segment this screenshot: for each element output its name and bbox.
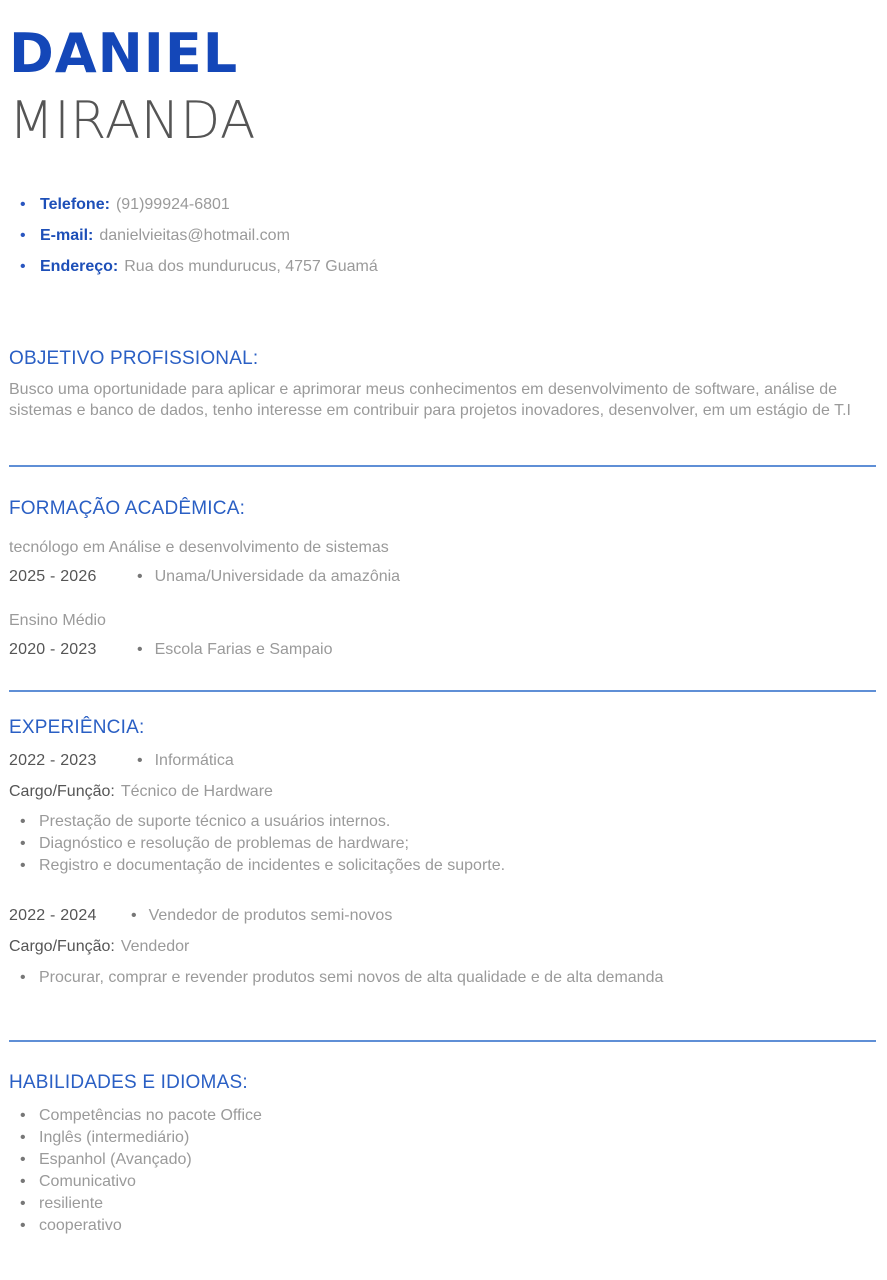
list-item: • Procurar, comprar e revender produtos semi novos de alta qualidade e de alta demanda <box>9 967 876 989</box>
divider <box>9 690 876 692</box>
contact-list <box>20 193 378 286</box>
experience-company: Informática <box>154 752 234 769</box>
experience-row: 2022 - 2024 • Vendedor de produtos semi-novos <box>9 904 876 928</box>
contact-phone-label: Telefone: <box>40 196 110 213</box>
contact-email <box>20 224 378 255</box>
skills-title: HABILIDADES E IDIOMAS: <box>9 1072 248 1093</box>
experience-section <box>9 716 876 989</box>
list-item: • Inglês (intermediário) <box>9 1127 876 1149</box>
experience-years: 2022 - 2024 <box>9 907 97 924</box>
education-institution: Escola Farias e Sampaio <box>154 641 333 658</box>
role-value: Vendedor <box>120 938 190 955</box>
experience-bullets <box>9 811 876 877</box>
objective-section <box>9 347 876 421</box>
education-section <box>9 497 876 662</box>
list-item: • Registro e documentação de incidentes e solicitações de suporte. <box>9 855 876 877</box>
list-item: • Espanhol (Avançado) <box>9 1149 876 1171</box>
list-item: • cooperativo <box>9 1215 876 1237</box>
experience-bullets <box>9 967 876 989</box>
education-course: Ensino Médio <box>9 612 106 629</box>
education-course: tecnólogo em Análise e desenvolvimento de sistemas <box>9 539 389 556</box>
contact-address-label: Endereço: <box>40 258 119 275</box>
first-name: DANIEL <box>9 22 239 85</box>
education-years: 2020 - 2023 <box>9 641 97 658</box>
list-item: • resiliente <box>9 1193 876 1215</box>
objective-text: Busco uma oportunidade para aplicar e aprimorar meus conhecimentos em desenvolvimento de software, análise de sistemas e banco de dados, tenho interesse em contribuir para projetos inovadores, desenvolver, em um estágio de T.I <box>9 381 851 419</box>
experience-years: 2022 - 2023 <box>9 752 97 769</box>
role-label: Cargo/Função: <box>9 783 115 800</box>
experience-row: 2022 - 2023 • Informática <box>9 749 876 773</box>
education-row: 2020 - 2023 • Escola Farias e Sampaio <box>9 638 876 662</box>
last-name: MIRANDA <box>9 91 256 151</box>
education-title: FORMAÇÃO ACADÊMICA: <box>9 498 246 519</box>
contact-email-value: danielvieitas@hotmail.com <box>99 227 290 244</box>
list-item: • Competências no pacote Office <box>9 1105 876 1127</box>
experience-title: EXPERIÊNCIA: <box>9 717 145 738</box>
experience-company: Vendedor de produtos semi-novos <box>148 907 393 924</box>
education-years: 2025 - 2026 <box>9 568 97 585</box>
role-label: Cargo/Função: <box>9 938 115 955</box>
contact-address <box>20 255 378 286</box>
education-institution: Unama/Universidade da amazônia <box>154 568 401 585</box>
list-item: • Comunicativo <box>9 1171 876 1193</box>
skills-section <box>9 1071 876 1237</box>
objective-title: OBJETIVO PROFISSIONAL: <box>9 348 259 369</box>
divider <box>9 1040 876 1042</box>
role-value: Técnico de Hardware <box>120 783 273 800</box>
skills-list <box>9 1105 876 1237</box>
experience-role-row <box>9 780 876 804</box>
contact-email-label: E-mail: <box>40 227 94 244</box>
contact-phone-value: (91)99924-6801 <box>115 196 230 213</box>
list-item: • Prestação de suporte técnico a usuários internos. <box>9 811 876 833</box>
education-row: 2025 - 2026 • Unama/Universidade da amazônia <box>9 565 876 589</box>
divider <box>9 465 876 467</box>
experience-role-row <box>9 935 876 959</box>
contact-address-value: Rua dos mundurucus, 4757 Guamá <box>124 258 378 275</box>
contact-phone <box>20 193 378 224</box>
list-item: • Diagnóstico e resolução de problemas de hardware; <box>9 833 876 855</box>
